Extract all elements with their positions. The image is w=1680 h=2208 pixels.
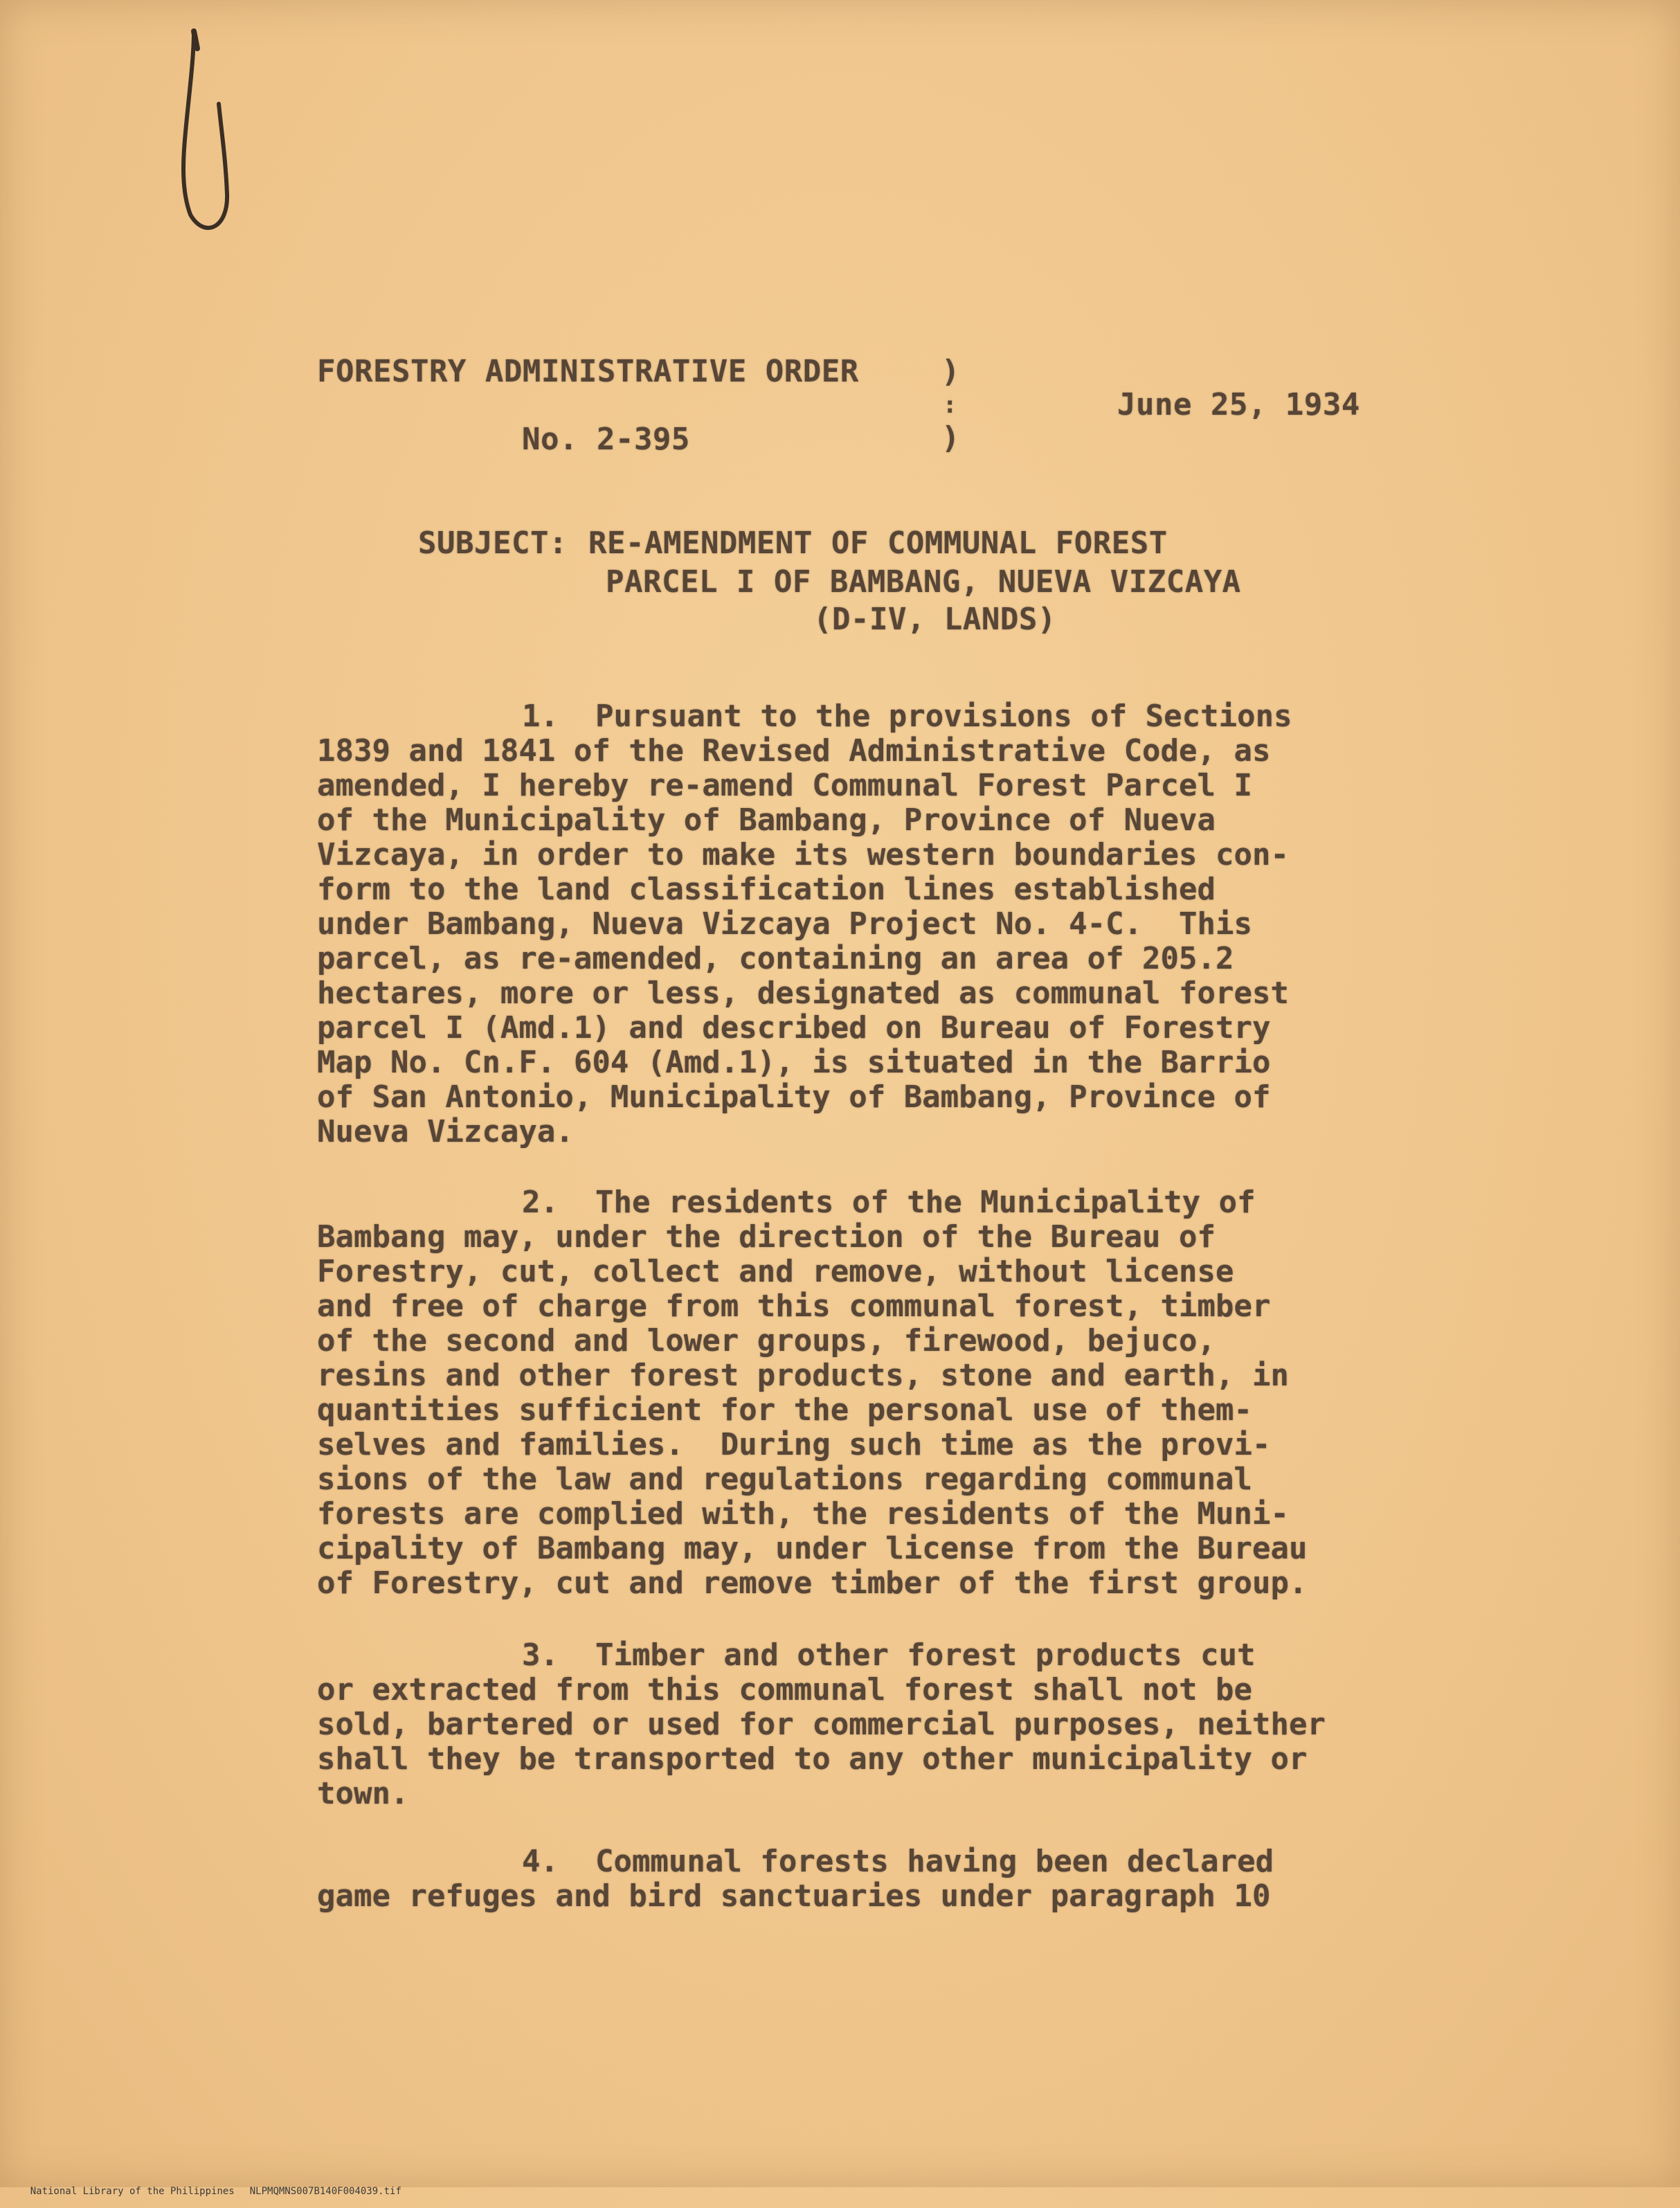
paragraph-1-line: parcel I (Amd.1) and described on Bureau of Forestry: [317, 1010, 1271, 1045]
footer-library: National Library of the Philippines: [30, 2186, 235, 2197]
paragraph-1-line: under Bambang, Nueva Vizcaya Project No. 4-C. This: [317, 906, 1253, 942]
subject-line-3: (D-IV, LANDS): [813, 602, 1056, 637]
paragraph-2-line: sions of the law and regulations regarding communal: [317, 1462, 1253, 1497]
paragraph-3-line: or extracted from this communal forest shall not be: [317, 1672, 1253, 1707]
subject-line-1: RE-AMENDMENT OF COMMUNAL FOREST: [588, 526, 1168, 561]
order-date: June 25, 1934: [1117, 387, 1360, 422]
paragraph-2-line: forests are complied with, the residents of the Muni-: [317, 1496, 1289, 1532]
order-title: FORESTRY ADMINISTRATIVE ORDER: [317, 354, 859, 389]
paragraph-1-line: hectares, more or less, designated as communal forest: [317, 976, 1289, 1011]
paragraph-2-line: Bambang may, under the direction of the Bureau of: [317, 1219, 1216, 1255]
paragraph-4-line: game refuges and bird sanctuaries under paragraph 10: [317, 1878, 1271, 1914]
paragraph-1: [317, 699, 1466, 1149]
paragraph-2-line: and free of charge from this communal forest, timber: [317, 1289, 1271, 1324]
paragraph-4: [317, 1845, 1466, 1914]
paragraph-4-line: 4. Communal forests having been declared: [522, 1844, 1274, 1879]
paragraph-2: [317, 1185, 1466, 1601]
paragraph-2-line: resins and other forest products, stone and earth, in: [317, 1358, 1289, 1393]
heading-colon: :: [943, 391, 957, 419]
paragraph-2-line: of Forestry, cut and remove timber of the first group.: [317, 1565, 1308, 1601]
paragraph-2-line: cipality of Bambang may, under license from the Bureau: [317, 1531, 1308, 1566]
paragraph-1-line: of San Antonio, Municipality of Bambang, Province of: [317, 1079, 1271, 1115]
paragraph-1-line: parcel, as re-amended, containing an area of 205.2: [317, 941, 1234, 976]
paragraph-2-line: selves and families. During such time as the provi-: [317, 1427, 1271, 1462]
paragraph-3: [317, 1638, 1466, 1811]
paragraph-1-line: Map No. Cn.F. 604 (Amd.1), is situated in the Barrio: [317, 1045, 1271, 1080]
paragraph-1-line: Nueva Vizcaya.: [317, 1114, 574, 1149]
paper-clip-icon: [166, 28, 242, 235]
paragraph-2-line: Forestry, cut, collect and remove, without license: [317, 1254, 1234, 1289]
scan-footer: [7, 2175, 417, 2208]
paragraph-3-line: sold, bartered or used for commercial purposes, neither: [317, 1707, 1326, 1742]
heading-paren-2: ): [941, 420, 960, 456]
paragraph-2-line: of the second and lower groups, firewood, bejuco,: [317, 1323, 1216, 1358]
order-number: No. 2-395: [522, 422, 690, 457]
paragraph-3-line: shall they be transported to any other municipality or: [317, 1741, 1308, 1777]
paragraph-2-line: 2. The residents of the Municipality of: [522, 1185, 1256, 1220]
heading-paren-1: ): [941, 354, 960, 389]
paragraph-1-line: 1839 and 1841 of the Revised Administrative Code, as: [317, 733, 1271, 769]
paragraph-1-line: form to the land classification lines established: [317, 872, 1216, 907]
paragraph-1-line: of the Municipality of Bambang, Province of Nueva: [317, 802, 1216, 838]
subject-line-2: PARCEL I OF BAMBANG, NUEVA VIZCAYA: [606, 564, 1241, 600]
paragraph-1-line: Vizcaya, in order to make its western boundaries con-: [317, 837, 1289, 872]
paragraph-1-line: 1. Pursuant to the provisions of Sections: [522, 699, 1292, 734]
paragraph-3-line: 3. Timber and other forest products cut: [522, 1637, 1256, 1673]
subject-label: SUBJECT:: [418, 526, 568, 561]
paragraph-2-line: quantities sufficient for the personal use of them-: [317, 1392, 1253, 1428]
paragraph-3-line: town.: [317, 1776, 409, 1811]
footer-file-id: NLPMQMNS007B140F004039.tif: [249, 2186, 401, 2197]
paragraph-1-line: amended, I hereby re-amend Communal Forest Parcel I: [317, 768, 1253, 803]
